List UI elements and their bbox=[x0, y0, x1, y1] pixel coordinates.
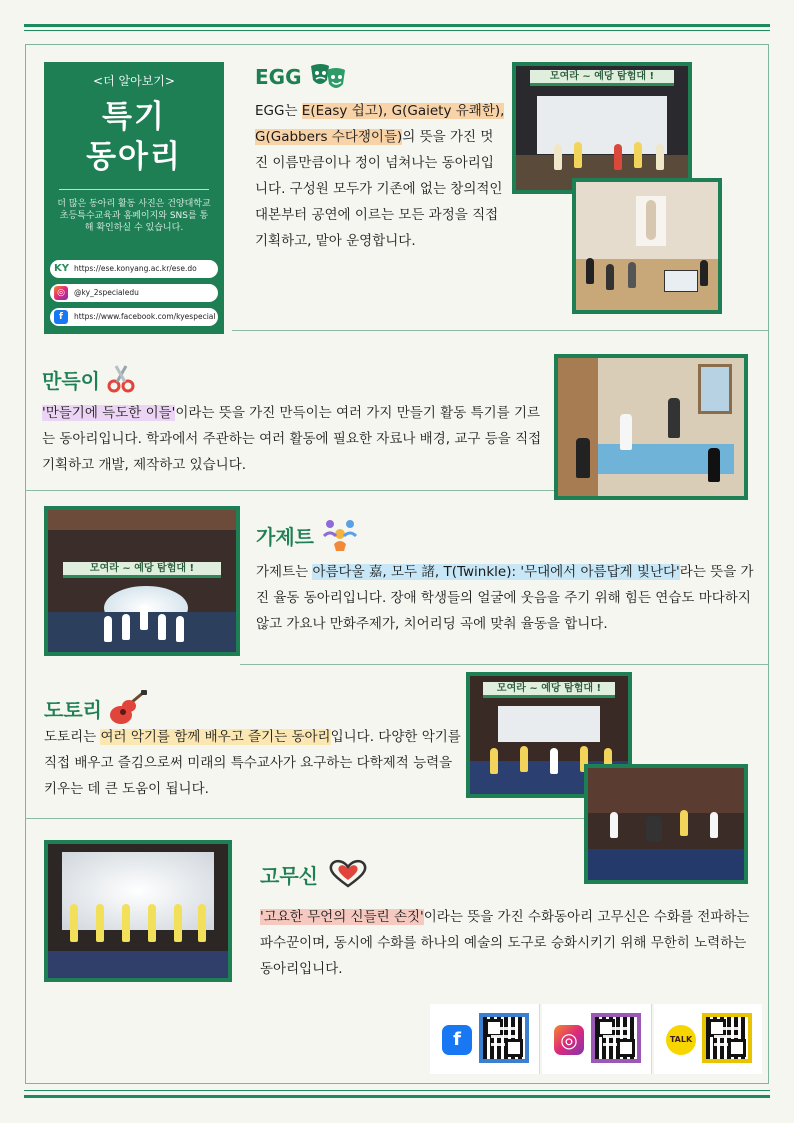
gajet-text-pre: 가제트는 bbox=[256, 564, 313, 580]
egg-title bbox=[255, 62, 348, 92]
dotori-photo-banner: 모여라 ~ 예당 탐험대 ! bbox=[483, 682, 616, 698]
dotori-title-text: 도토리 bbox=[44, 697, 102, 722]
divider-line bbox=[232, 330, 768, 331]
gajet-title-text: 가제트 bbox=[256, 524, 314, 549]
top-rule-thin bbox=[24, 30, 770, 31]
instagram-qr-code bbox=[591, 1013, 641, 1063]
homepage-link[interactable] bbox=[50, 260, 218, 278]
gomusin-description bbox=[260, 904, 760, 982]
panel-title-line2: 동아리 bbox=[86, 139, 182, 175]
facebook-qr-code bbox=[479, 1013, 529, 1063]
instagram-icon: ◎ bbox=[54, 286, 68, 300]
gomusin-text-post: 이라는 뜻을 가진 수화동아리 고무신은 수화를 전파하는 파수꾼이며, 동시에 수화를 하나의 예술의 도구로 승화시키기 위해 무한히 노력하는 동아리입니다. bbox=[260, 909, 750, 977]
mandeuki-text-post: 이라는 뜻을 가진 만득이는 여러 가지 만들기 활동 특기를 기르는 동아리입니다. 학과에서 주관하는 여러 활동에 필요한 자료나 배경, 교구 등을 직접 기획하고 개발, 제작하고 있습니다. bbox=[42, 405, 542, 473]
dotori-text-post: 입니다. 다양한 악기를 직접 배우고 즐김으로써 미래의 특수교사가 요구하는 다학제적 능력을 키우는 데 큰 도움이 됩니다. bbox=[44, 729, 461, 797]
gajet-photo-banner: 모여라 ~ 예당 탐험대 ! bbox=[63, 562, 221, 578]
kakaotalk-icon: TALK bbox=[666, 1025, 696, 1055]
egg-title-text: EGG bbox=[255, 65, 302, 89]
bottom-rule bbox=[24, 1095, 770, 1098]
facebook-link-text: https://www.facebook.com/kyespecial bbox=[74, 312, 216, 321]
mandeuki-title-text: 만득이 bbox=[42, 368, 100, 393]
gomusin-photo bbox=[44, 840, 232, 982]
dotori-text-highlight: 여러 악기를 함께 배우고 즐기는 동아리 bbox=[100, 729, 331, 745]
egg-photo-2 bbox=[572, 178, 722, 314]
gajet-title bbox=[256, 518, 360, 552]
facebook-link[interactable] bbox=[50, 308, 218, 326]
panel-title-line1: 특기 bbox=[102, 99, 166, 135]
dotori-photo-2 bbox=[584, 764, 748, 884]
gajet-description bbox=[256, 559, 756, 637]
mandeuki-title bbox=[42, 364, 136, 394]
divider-line bbox=[240, 664, 768, 665]
gomusin-title-text: 고무신 bbox=[260, 863, 318, 888]
dotori-title bbox=[44, 690, 148, 726]
facebook-icon: f bbox=[442, 1025, 472, 1055]
egg-photo-banner: 모여라 ~ 예당 탐험대 ! bbox=[530, 70, 675, 86]
facebook-icon: f bbox=[54, 310, 68, 324]
divider-line bbox=[25, 490, 555, 491]
guitar-icon bbox=[108, 690, 148, 726]
divider-line bbox=[25, 818, 585, 819]
gajet-text-post: 라는 뜻을 가진 율동 동아리입니다. 장애 학생들의 얼굴에 웃음을 주기 위해 힘든 연습도 마다하지 않고 가요나 만화주제가, 치어리딩 곡에 맞춰 율동을 합니다. bbox=[256, 564, 754, 632]
theater-masks-icon bbox=[308, 62, 348, 92]
scissors-icon bbox=[106, 364, 136, 394]
gomusin-text-highlight: '고요한 무언의 신들린 손짓' bbox=[260, 909, 424, 925]
gajet-photo bbox=[44, 506, 240, 656]
egg-photo-1 bbox=[512, 62, 692, 194]
instagram-icon: ◎ bbox=[554, 1025, 584, 1055]
mandeuki-photo bbox=[554, 354, 748, 500]
panel-subtitle: <더 알아보기> bbox=[93, 74, 175, 88]
dotori-description bbox=[44, 724, 464, 802]
instagram-link[interactable] bbox=[50, 284, 218, 302]
panel-separator bbox=[59, 189, 209, 190]
egg-text-pre: EGG는 bbox=[255, 103, 302, 119]
bottom-rule-thin bbox=[24, 1090, 770, 1091]
facebook-qr-box[interactable] bbox=[430, 1004, 540, 1074]
egg-text-post: 의 뜻을 가진 멋진 이름만큼이나 정이 넘쳐나는 동아리입니다. 구성원 모두가 기존에 없는 창의적인 대본부터 공연에 이르는 모든 과정을 직접 기획하고, 맡아 운영합니다. bbox=[255, 129, 503, 249]
intro-panel bbox=[44, 62, 224, 334]
homepage-link-text: https://ese.konyang.ac.kr/ese.do bbox=[74, 264, 197, 273]
egg-description bbox=[255, 98, 505, 254]
panel-description: 더 많은 동아리 활동 사진은 건양대학교 초등특수교육과 홈페이지와 SNS를 통해 확인하실 수 있습니다. bbox=[57, 199, 211, 233]
mandeuki-description bbox=[42, 400, 550, 478]
kakaotalk-qr-code bbox=[702, 1013, 752, 1063]
egg-text-highlight: E(Easy 쉽고), G(Gaiety 유쾌한), G(Gabbers 수다쟁이들) bbox=[255, 103, 505, 145]
gomusin-title bbox=[260, 858, 372, 890]
dancers-icon bbox=[320, 518, 360, 552]
ky-logo-icon: KY bbox=[54, 263, 69, 274]
instagram-link-text: @ky_2specialedu bbox=[74, 288, 139, 297]
mandeuki-text-highlight: '만들기에 득도한 이들' bbox=[42, 405, 176, 421]
dotori-text-pre: 도토리는 bbox=[44, 729, 101, 745]
instagram-qr-box[interactable] bbox=[542, 1004, 652, 1074]
kakaotalk-qr-box[interactable] bbox=[654, 1004, 762, 1074]
top-rule bbox=[24, 24, 770, 27]
heart-hands-icon bbox=[324, 858, 372, 890]
gajet-text-highlight: 아름다울 嘉, 모두 諸, T(Twinkle): '무대에서 아름답게 빛난다' bbox=[312, 564, 680, 580]
